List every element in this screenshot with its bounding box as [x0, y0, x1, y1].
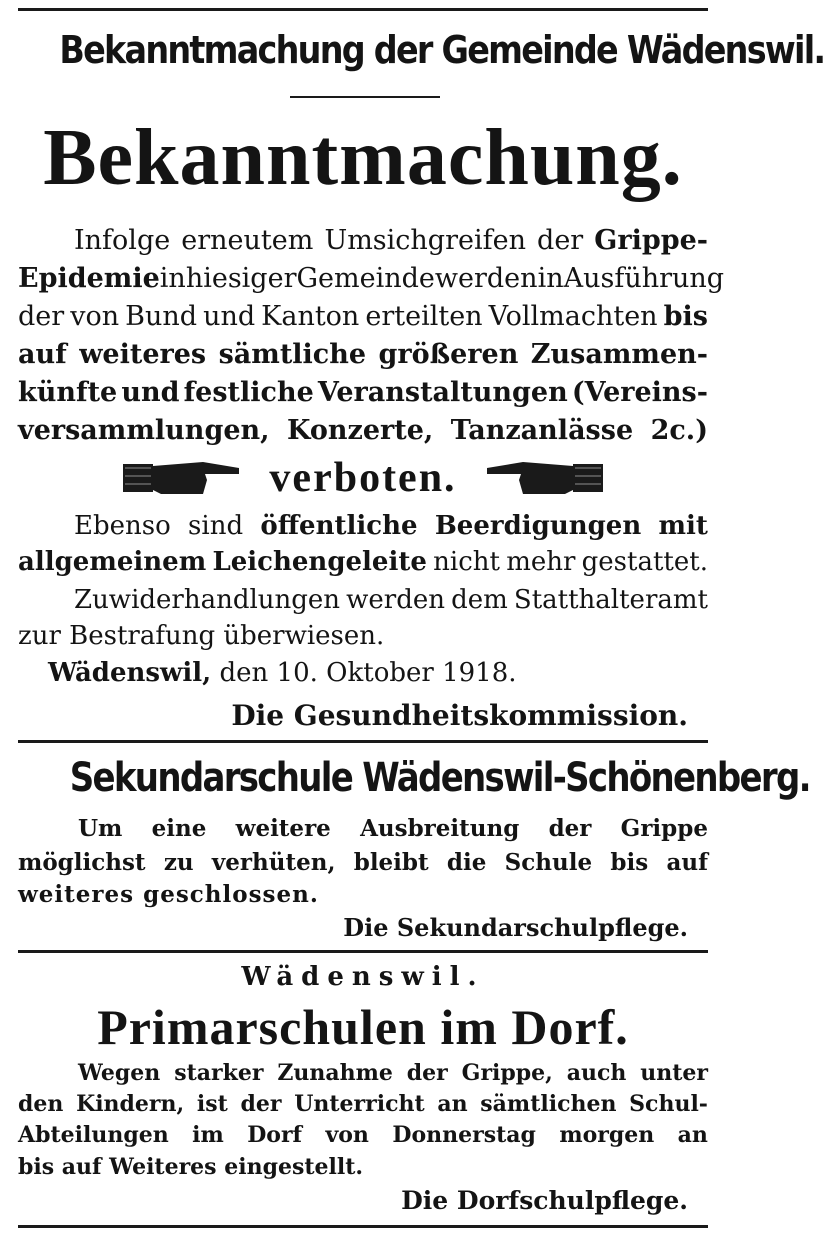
word: der	[406, 1060, 448, 1086]
word: Kanton	[261, 301, 360, 332]
word: (Vereins-	[571, 377, 708, 408]
word: eine	[151, 815, 207, 842]
n3-line	[18, 1089, 708, 1120]
word: Dorf	[247, 1122, 303, 1148]
p1-line	[18, 374, 708, 412]
newspaper-clipping	[18, 0, 824, 1241]
word: Gemeinde	[296, 263, 435, 294]
word: Donnerstag	[392, 1122, 536, 1148]
word: der	[548, 815, 592, 842]
p1-line	[18, 412, 708, 450]
top-rule	[18, 8, 708, 11]
notice1-dateline	[48, 656, 517, 690]
word: mehr	[506, 547, 576, 577]
word: der	[537, 225, 584, 256]
notice1-title: Bekanntmachung.	[43, 114, 683, 202]
word: Zunahme	[277, 1060, 393, 1086]
word: sämtliche	[218, 339, 367, 370]
notice2-last-line: weiteres geschlossen.	[18, 881, 319, 908]
word: gestattet.	[581, 547, 708, 577]
n2-line	[18, 812, 708, 846]
word: Unterricht	[294, 1091, 425, 1117]
word: Konzerte,	[286, 415, 434, 446]
word: Ebenso	[74, 511, 171, 541]
notice1-date: den 10. Oktober 1918.	[219, 658, 517, 688]
n3-line	[18, 1120, 708, 1151]
word: starker	[174, 1060, 264, 1086]
notice3-last-line: bis auf Weiteres eingestellt.	[18, 1154, 364, 1180]
word: die	[446, 849, 487, 876]
p3-line	[18, 582, 708, 618]
word: auf	[666, 849, 708, 876]
notice3-place: Wädenswil.	[241, 962, 485, 992]
word: hiesiger	[185, 263, 297, 294]
word: Beerdigungen	[434, 511, 642, 541]
word: nicht	[433, 547, 500, 577]
word: im	[192, 1122, 224, 1148]
n3-line	[18, 1058, 708, 1089]
n2-line	[18, 846, 708, 880]
word: versammlungen,	[18, 415, 270, 446]
word: den	[18, 1091, 64, 1117]
word: an	[677, 1122, 708, 1148]
word: erteilten	[365, 301, 483, 332]
p1-line	[18, 260, 725, 298]
word: Ausbreitung	[360, 815, 520, 842]
word: von	[325, 1122, 369, 1148]
word: bleibt	[353, 849, 429, 876]
word: in	[159, 263, 186, 294]
p2-line	[18, 508, 708, 544]
word: an	[437, 1091, 468, 1117]
p2-line	[18, 544, 708, 580]
word: Leichengeleite	[212, 547, 427, 577]
word: Schul-	[629, 1091, 708, 1117]
word: Veranstaltungen	[317, 377, 568, 408]
notice3-title: Primarschulen im Dorf.	[97, 999, 629, 1055]
word: ist	[196, 1091, 228, 1117]
word: unter	[640, 1060, 708, 1086]
word: auf	[18, 339, 67, 370]
word: mit	[658, 511, 708, 541]
word: weiteres	[79, 339, 207, 370]
word: von	[70, 301, 120, 332]
word: öffentliche	[260, 511, 418, 541]
bottom-rule	[18, 1225, 708, 1228]
word: Abteilungen	[18, 1122, 169, 1148]
word: zu	[163, 849, 194, 876]
header-underline	[290, 96, 440, 98]
word: Tanzanlässe	[450, 415, 634, 446]
word: werden	[434, 263, 538, 294]
word: sind	[188, 511, 244, 541]
word: Schule	[504, 849, 593, 876]
pointing-hand-right-icon	[123, 458, 241, 498]
notice1-signature: Die Gesundheitskommission.	[231, 699, 688, 732]
word: Umsichgreifen	[324, 225, 526, 256]
word: Grippe-	[594, 225, 708, 256]
word: dem	[451, 585, 508, 615]
word: Kindern,	[76, 1091, 185, 1117]
word: allgemeinem	[18, 547, 207, 577]
p1-line	[18, 222, 708, 260]
word: der	[240, 1091, 282, 1117]
word: auch	[566, 1060, 627, 1086]
word: verhüten,	[211, 849, 336, 876]
word: Vollmachten	[488, 301, 658, 332]
word: bis	[663, 301, 708, 332]
p1-line	[18, 336, 708, 374]
notice1-place: Wädenswil,	[48, 658, 212, 688]
word: Bund	[125, 301, 198, 332]
notice1-header: Bekanntmachung der Gemeinde Wädenswil.	[59, 28, 824, 72]
p1-line	[18, 298, 708, 336]
word: festliche	[183, 377, 314, 408]
prohibited-row	[18, 453, 708, 503]
word: größeren	[378, 339, 519, 370]
word: 2c.)	[650, 415, 708, 446]
word: Zusammen-	[530, 339, 708, 370]
word: Wegen	[78, 1060, 161, 1086]
word: Ausführung	[563, 263, 725, 294]
notice2-title: Sekundarschule Wädenswil-Schönenberg.	[69, 755, 810, 801]
word: Statthalteramt	[513, 585, 708, 615]
word: Grippe	[620, 815, 708, 842]
word: Zuwiderhandlungen	[74, 585, 341, 615]
word: und	[121, 377, 180, 408]
word: Epidemie	[18, 263, 160, 294]
word: Grippe,	[461, 1060, 553, 1086]
notice2-signature: Die Sekundarschulpflege.	[343, 913, 688, 942]
word: möglichst	[18, 849, 146, 876]
word: und	[203, 301, 256, 332]
divider-2	[18, 950, 708, 953]
word: der	[18, 301, 65, 332]
word: Um	[78, 815, 123, 842]
notice3-signature: Die Dorfschulpflege.	[401, 1186, 688, 1215]
word: werden	[346, 585, 446, 615]
notice1-paragraph3-last-line: zur Bestrafung überwiesen.	[18, 621, 385, 651]
word: bis	[610, 849, 649, 876]
word: erneutem	[181, 225, 314, 256]
pointing-hand-left-icon	[485, 458, 603, 498]
prohibited-word: verboten.	[269, 455, 457, 501]
word: künfte	[18, 377, 118, 408]
divider-1	[18, 740, 708, 743]
word: Infolge	[74, 225, 171, 256]
word: morgen	[559, 1122, 655, 1148]
word: weitere	[235, 815, 331, 842]
word: in	[537, 263, 564, 294]
word: sämtlichen	[480, 1091, 617, 1117]
